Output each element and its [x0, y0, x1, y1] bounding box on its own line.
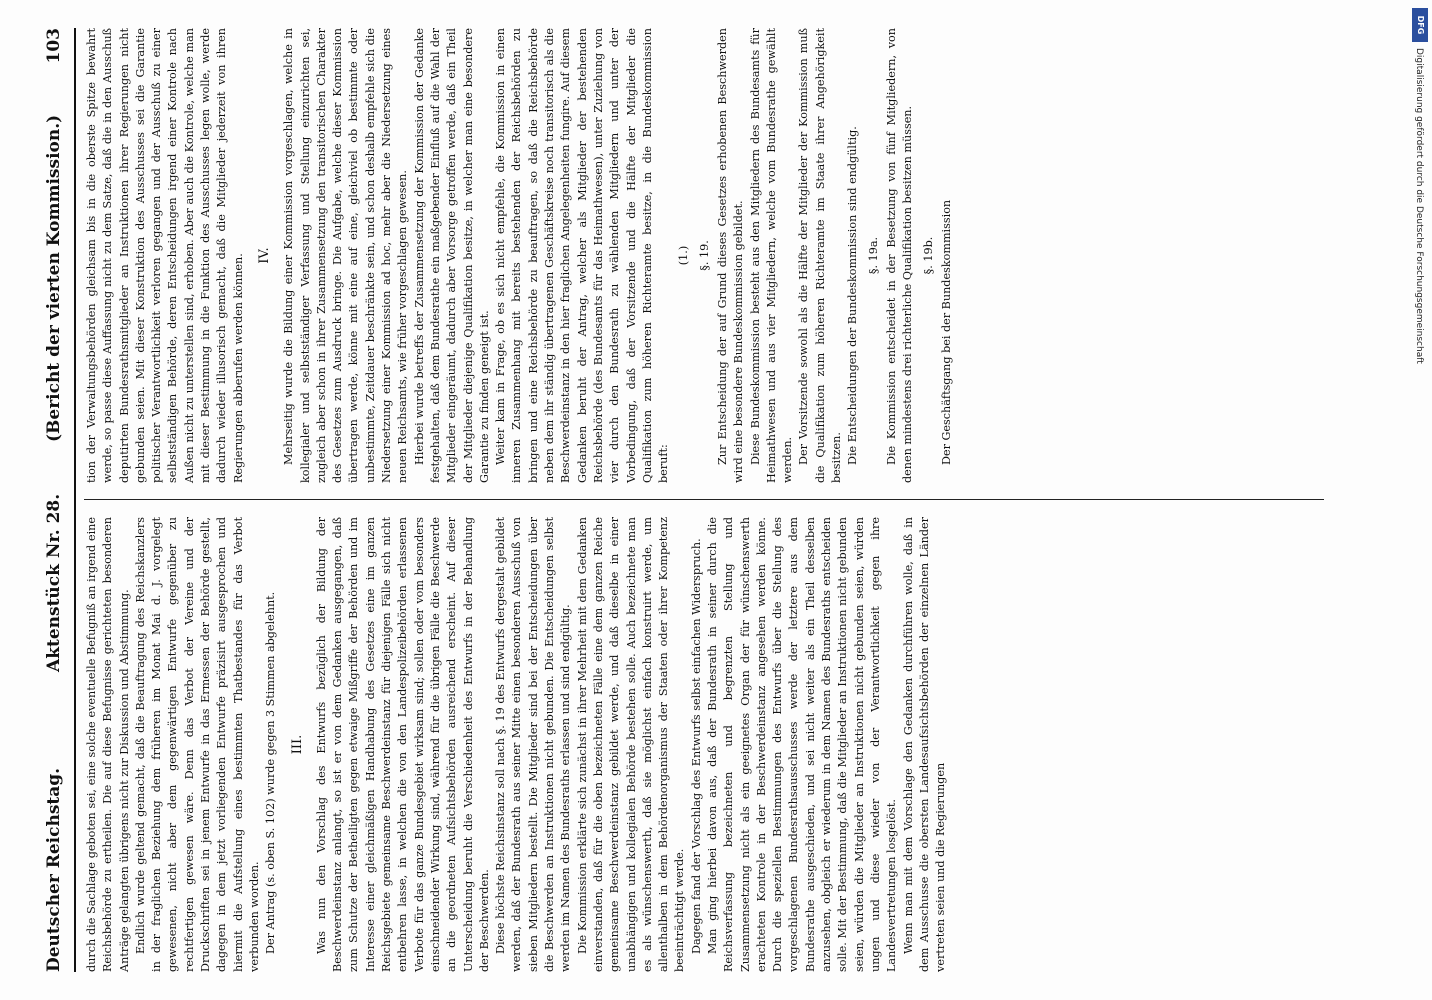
paragraph: Die Entscheidungen der Bundeskommission sind endgültig. [846, 126, 860, 465]
paragraph: Diese höchste Reichsinstanz soll nach §. 19 des Entwurfs dergestalt gebildet werden, daß der Bundesrath aus seiner Mitte einen besonderen Ausschuß von sieben Mitgliedern bestellt. Die Mitglieder sind bei der Entscheidungen über die Beschwerden an Instruktionen nicht gebunden. Die Entscheidungen selbst werden im Namen des Bundesraths erlassen und sind endgültig. [494, 517, 573, 972]
running-head-left: Deutscher Reichstag. [44, 767, 64, 972]
paragraph: Hierbei wurde betreffs der Zusammensetzung der Kommission der Gedanke festgehalten, daß dem Bundesrathe ein maßgebender Einfluß auf die Wahl der Mitglieder eingeräumt, dadurch aber Vorsorge getroffen werde, daß ein Theil der Mitglieder diejenige Qualifikation besitze, in welcher man eine besondere Garantie zu finden geneigt ist. [412, 28, 491, 483]
paragraph: Dagegen fand der Vorschlag des Entwurfs selbst einfachen Widerspruch. [689, 538, 703, 954]
running-head-document-number: Aktenstück Nr. 28. [44, 493, 64, 672]
digitization-credit [1412, 8, 1432, 798]
paragraph: Was nun den Vorschlag des Entwurfs bezüglich der Bildung der Beschwerdeinstanz anlangt, so ist er von dem Gedanken ausgegangen, daß zum Schutze der Betheiligten gegen etwaige Mißgriffe der Behörden und im Interesse einer gleichmäßigen Handhabung des Gesetzes eine im ganzen Reichsgebiete gemeinsame Beschwerdeinstanz für diejenigen Fälle sich nicht entbehren lasse, in welchen die von den Landespolizeibehörden erlassenen Verbote für das ganze Bundesgebiet wirksam sind; sollen oder vom besonders einschneidender Wirkung sind, während für die übrigen Fälle die Beschwerde an die geordneten Aufsichtsbehörden ausreichend erscheint. Auf dieser Unterscheidung beruht die Verschiedenheit des Entwurfs in der Behandlung der Beschwerden. [314, 517, 491, 972]
column-divider [84, 499, 1324, 500]
paragraph: tion der Verwaltungsbehörden gleichsam bis in die oberste Spitze bewahrt werde, so passe diese Auffassung nicht zu dem Satze, daß die in den Ausschuß deputirten Bundesrathsmitglieder an Instruktionen ihrer Regierungen nicht gebunden seien. Mit dieser Konstruktion des Ausschusses sei die Garantie politischer Verantwortlichkeit verloren gegangen und der Ausschuß zu einer selbstständigen Behörde, deren Entscheidungen irgend einer Kontrole nach Außen nicht zu unterstellen sind, erhoben. Aber auch die Kontrole, welche man mit dieser Bestimmung in die Funktion des Ausschusses legen wolle, werde dadurch wieder illusorisch gemacht, daß die Mitglieder jederzeit von ihren Regierungen abberufen werden können. [85, 28, 245, 483]
right-column [84, 28, 955, 483]
paragraph: Der Vorsitzende sowohl als die Hälfte der Mitglieder der Kommission muß die Qualifikation zum höheren Richteramte im Staate ihrer Angehörigkeit besitzen. [797, 28, 844, 483]
running-head-report-title: (Bericht der vierten Kommission.) [44, 114, 64, 442]
page-number: 103 [44, 28, 64, 64]
paragraph: Diese Bundeskommission besteht aus den Mitgliedern des Bundesamts für Heimathwesen und aus vier Mitgliedern, welche vom Bundesrathe gewählt werden. [748, 28, 795, 483]
dfg-logo: DFG [1412, 8, 1428, 42]
paragraph: Die Kommission erklärte sich zunächst in ihrer Mehrheit mit dem Gedanken einverstanden, daß für die oben bezeichneten Fälle eine dem ganzen Reiche gemeinsame Beschwerdeinstanz gebildet werde, und daß dieselbe in einer unabhängigen und kollegialen Behörde bestehen solle. Auch bezeichnete man es als wünschenswerth, daß sie möglichst einfach konstruirt werde, um allenthalben in dem Behördenorganismus der Staaten oder ihrer Kompetenz beeinträchtigt werde. [575, 517, 687, 972]
paragraph-heading-19: §. 19. [697, 240, 711, 271]
paragraph: Mehrseitig wurde die Bildung einer Kommission vorgeschlagen, welche in kollegialer und selbstständiger Verfassung und Stellung einzurichten sei, zugleich aber schon in ihrer Zusammensetzung den transitorischen Charakter des Gesetzes zum Ausdruck bringe. Die Aufgabe, welche dieser Kommission übertragen werde, könne mit eine auf eine, gleichviel ob bestimmte oder unbestimmte, Zeitdauer beschränkte sein, und schon deshalb empfehle sich die Niedersetzung einer Kommission ad hoc, mehr aber die Niedersetzung eines neuen Reichsamts, wie früher vorgeschlagen gewesen. [282, 28, 410, 483]
paragraph: Zur Entscheidung der auf Grund dieses Gesetzes erhobenen Beschwerden wird eine besondere Bundeskommission gebildet. [715, 28, 746, 483]
amendment-marker: (1.) [677, 245, 691, 266]
section-heading-iii: III. [289, 734, 305, 755]
left-column [84, 517, 949, 972]
paragraph-heading-19a: §. 19a. [866, 236, 880, 275]
page-content [40, 28, 1390, 972]
credit-text: Digitalisierung gefördert durch die Deutsche Forschungsgemeinschaft [1414, 48, 1424, 364]
paragraph: Der Geschäftsgang bei der Bundeskommission [939, 199, 953, 465]
paragraph-heading-19b: §. 19b. [921, 236, 935, 275]
paragraph: durch die Sachlage geboten sei, eine solche eventuelle Befugniß an irgend eine Reichsbehörde zu ertheilen. Die auf diese Befugnisse gerichteten besonderen Anträge gelangten übrigens nicht zur Diskussion und Abstimmung. [85, 517, 131, 972]
paragraph: Endlich wurde geltend gemacht, daß die Beauftragung des Reichskanzlers in der fraglichen Beziehung dem früheren im Monat Mai d. J. vorgelegt gewesenen, nicht aber dem gegenwärtigen Entwurfe gegenüber zu rechtfertigen gewesen wäre. Denn das Verbot der Vereine und der Druckschriften sei in jenem Entwurfe in das Ermessen der Behörde gestellt, dagegen in dem jetzt vorliegenden Entwurfe präzisirt ausgesprochen und hiermit die Aufstellung eines bestimmten Thatbestandes für das Verbot verbunden worden. [133, 517, 261, 972]
paragraph: Weiter kam in Frage, ob es sich nicht empfehle, die Kommission in einen inneren Zusammenhang mit bereits bestehenden der Reichsbehörden zu bringen und eine Reichsbehörde zu beauftragen, so daß die Reichsbehörde neben dem ihr ständig übertragenen Geschäftskreise noch transitorisch als die Beschwerdeinstanz in den hier fraglichen Angelegenheiten fungire. Auf diesem Gedanken beruht der Antrag, welcher als Mitglieder der bestehenden Reichsbehörde (des Bundesamts für das Heimathwesen), unter Zuziehung von vier durch den Bundesrath zu wählenden Mitgliedern und unter der Vorbedingung, daß der Vorsitzende und die Hälfte der Mitglieder die Qualifikation zum höheren Richteramte besitze, in die Bundeskommission beruft: [494, 28, 671, 483]
running-head [40, 28, 74, 972]
credit-line [1408, 8, 1428, 798]
paragraph: Der Antrag (s. oben S. 102) wurde gegen 3 Stimmen abgelehnt. [264, 591, 278, 954]
header-rule [74, 28, 76, 972]
paragraph: Man ging hierbei davon aus, daß der Bundesrath in seiner durch die Reichsverfassung bezeichneten und begrenzten Stellung und Zusammensetzung nicht als ein geeignetes Organ der für wünschenswerth erachteten Kontrole in der Beschwerdeinstanz angesehen werden könne. Durch die speziellen Bestimmungen des Entwurfs über die Stellung des vorgeschlagenen Bundesrathsausschusses werde der letztere aus dem Bundesrathe ausgeschieden, und sei nicht weiter als ein Theil desselben anzusehen, obgleich er wiederum in dem Namen des Bundesraths entscheiden solle. Mit der Bestimmung, daß die Mitglieder an Instruktionen nicht gebunden seien, würden die Mitglieder an Instruktionen nicht gebunden seien, würden ungen und diese wieder von der Verantwortlichkeit gegen ihre Landesvertretungen losgelöst. [705, 517, 899, 972]
paragraph: Die Kommission entscheidet in der Besetzung von fünf Mitgliedern, von denen mindestens drei richterliche Qualifikation besitzen müssen. [884, 28, 915, 483]
paragraph: Wenn man mit dem Vorschlage den Gedanken durchführen wolle, daß in dem Ausschusse die obersten Landesaufsichtsbehörden der einzelnen Länder vertreten seien und die Regierungen [901, 517, 948, 972]
section-heading-iv: IV. [256, 247, 272, 264]
